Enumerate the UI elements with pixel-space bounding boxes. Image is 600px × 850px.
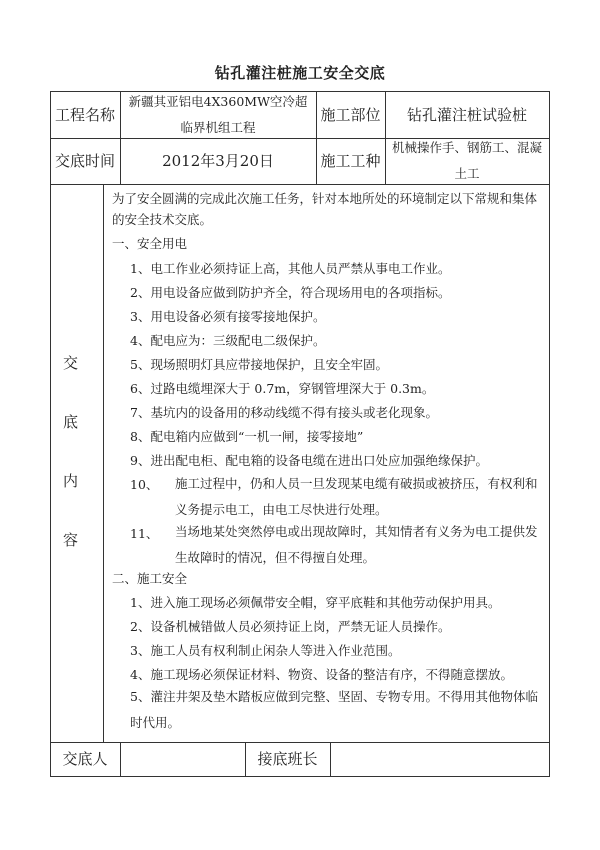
list-item: 4、施工现场必须保证材料、物资、设备的整洁有序，不得随意摆放。 <box>130 667 513 682</box>
section-heading: 一、安全用电 <box>112 236 188 251</box>
list-item: 1、进入施工现场必须佩带安全帽，穿平底鞋和其他劳动保护用具。 <box>130 595 501 610</box>
list-item-text: 施工过程中，仍和人员一旦发现某电缆有破损或被挤压，有权利和义务提示电工，由电工尽快进行处理。 <box>175 476 538 517</box>
list-item-number: 10、 <box>130 477 159 492</box>
list-item: 9、进出配电柜、配电箱的设备电缆在进出口处应加强绝缘保护。 <box>130 453 488 468</box>
side-label-char: 内 <box>63 472 79 490</box>
list-item: 3、用电设备必须有接零接地保护。 <box>130 309 326 324</box>
project-name-label: 工程名称 <box>54 105 115 124</box>
list-item: 7、基坑内的设备用的移动线缆不得有接头或老化现象。 <box>130 405 438 420</box>
work-trade-value: 机械操作手、钢筋工、混凝土工 <box>391 140 542 181</box>
side-label-char: 容 <box>63 531 79 549</box>
side-label-char: 交 <box>63 354 79 372</box>
receiver-value[interactable] <box>330 742 549 776</box>
presenter-label: 交底人 <box>62 750 108 768</box>
handover-date-value: 2012年3月20日 <box>162 152 274 170</box>
list-item: 3、施工人员有权利制止闲杂人等进入作业范围。 <box>130 643 401 658</box>
work-trade-label: 施工工种 <box>320 152 381 170</box>
list-item: 1、电工作业必须持证上高，其他人员严禁从事电工作业。 <box>130 261 451 276</box>
list-item-number: 11、 <box>130 526 159 541</box>
list-item: 2、用电设备应做到防护齐全，符合现场用电的各项指标。 <box>130 285 451 300</box>
list-item: 5、灌注井架及垫木踏板应做到完整、坚固、专物专用。不得用其他物体临时代用。 <box>130 689 538 730</box>
list-item-text: 当场地某处突然停电或出现故障时，其知情者有义务为电工提供发生故障时的情况，但不得擅自处理。 <box>175 524 538 565</box>
list-item: 6、过路电缆埋深大于 0.7m，穿钢管埋深大于 0.3m。 <box>130 381 435 396</box>
presenter-value[interactable] <box>120 742 245 776</box>
intro-paragraph: 为了安全圆满的完成此次施工任务，针对本地所处的环境制定以下常规和集体的安全技术交底。 <box>112 191 538 227</box>
project-name-value: 新疆其亚铝电4X360MW空冷超临界机组工程 <box>128 93 308 135</box>
list-item: 4、配电应为：三级配电二级保护。 <box>130 333 326 348</box>
list-item: 5、现场照明灯具应带接地保护，且安全牢固。 <box>130 357 388 372</box>
construction-location-value: 钻孔灌注桩试验桩 <box>406 105 527 124</box>
handover-date-label: 交底时间 <box>54 152 115 170</box>
document-title: 钻孔灌注桩施工安全交底 <box>214 64 386 82</box>
side-label-char: 底 <box>63 413 79 431</box>
list-item: 2、设备机械错做人员必须持证上岗，严禁无证人员操作。 <box>130 619 451 634</box>
receiver-label: 接底班长 <box>257 750 318 768</box>
list-item: 8、配电箱内应做到“一机一闸，接零接地” <box>130 429 364 444</box>
section-heading: 二、施工安全 <box>112 571 188 586</box>
construction-location-label: 施工部位 <box>320 105 381 124</box>
